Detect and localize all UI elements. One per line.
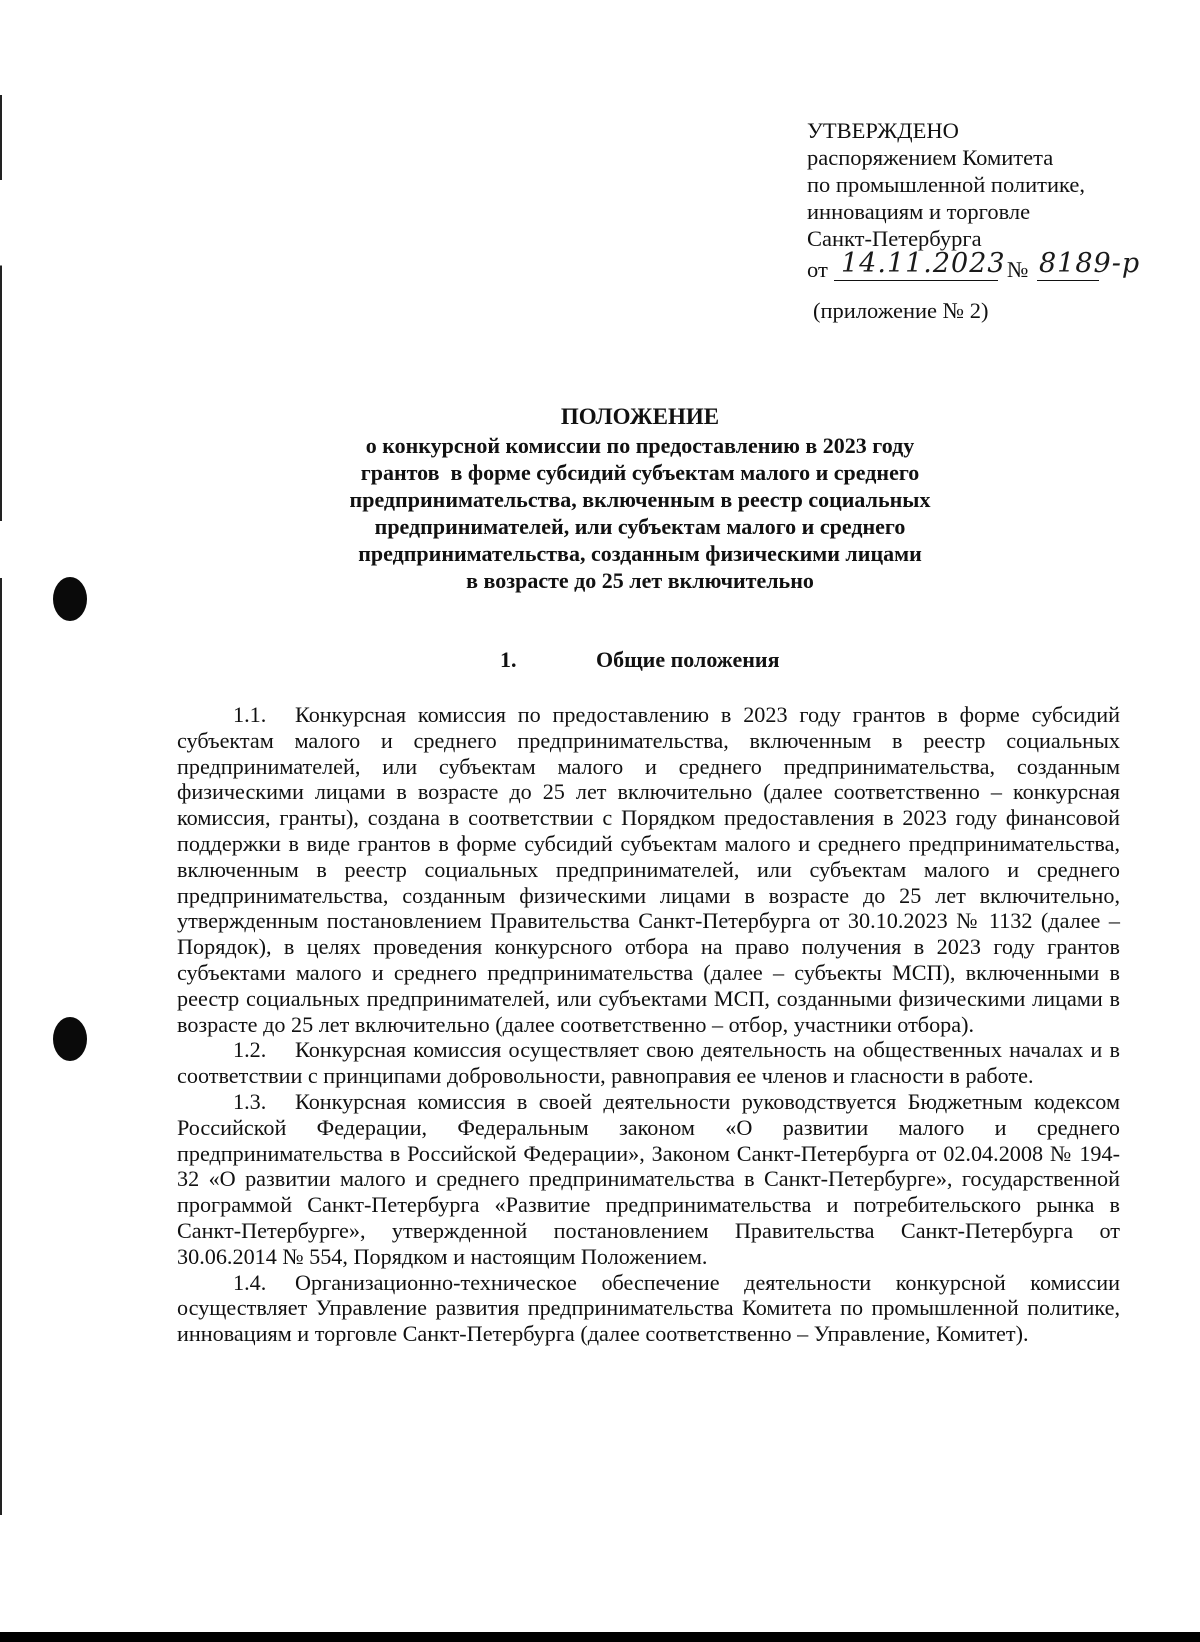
section-number: 1.: [500, 647, 517, 672]
paragraph: [177, 702, 1120, 1037]
from-label: от: [807, 257, 828, 282]
paragraph-text: Конкурсная комиссия по предоставлению в 2023 году грантов в форме субсидий субъектам малого и среднего предпринимательства, включенным в реестр социальных предпринимателей, или субъектам малого и среднего предпринимательства, созданным физическими лицами в возрасте до 25 лет включительно (далее соответственно – конкурсная комиссия, гранты), создана в соответствии с Порядком предоставления в 2023 году финансовой поддержки в виде грантов в форме субсидий субъектам малого и среднего предпринимательства, включенным в реестр социальных предпринимателей, или субъектам малого и среднего предпринимательства, созданным физическими лицами в возрасте до 25 лет включительно, утвержденным постановлением Правительства Санкт-Петербурга от 30.10.2023 № 1132 (далее – Порядок), в целях проведения конкурсного отбора на право получения в 2023 году грантов субъектами малого и среднего предпринимательства (далее – субъекты МСП), включенными в реестр социальных предпринимателей, или субъектами МСП, созданными физическими лицами в возрасте до 25 лет включительно (далее соответственно – отбор, участники отбора).: [177, 702, 1120, 1037]
title-line: предпринимательства, включенным в реестр социальных: [349, 487, 931, 512]
title-line: о конкурсной комиссии по предоставлению в 2023 году: [365, 433, 915, 458]
paragraph: [177, 1037, 1120, 1089]
paragraph-number: 1.2.: [233, 1037, 267, 1063]
handwritten-date: 14.11.2023: [841, 248, 1006, 279]
title-heading: ПОЛОЖЕНИЕ: [560, 404, 720, 429]
approval-block: [807, 117, 1187, 282]
title-line: предпринимательства, созданным физическими лицами: [358, 541, 922, 566]
document-title: [290, 403, 990, 594]
approval-line: УТВЕРЖДЕНО: [807, 118, 959, 143]
document-body: [177, 702, 1120, 1347]
number-label: №: [1007, 257, 1029, 282]
approval-line: по промышленной политике,: [807, 172, 1086, 197]
paragraph: [177, 1270, 1120, 1347]
date-number-line: [807, 248, 1187, 282]
approval-line: Санкт-Петербурга: [807, 226, 982, 251]
paragraph-number: 1.1.: [233, 702, 267, 727]
attachment-note: (приложение № 2): [813, 298, 989, 323]
paragraph-number: 1.3.: [233, 1088, 267, 1114]
scan-edge: [0, 95, 2, 1515]
approval-line: инновациям и торговле: [807, 199, 1031, 224]
title-line: предпринимателей, или субъектам малого и среднего: [374, 514, 906, 539]
number-underline: [1037, 280, 1099, 281]
scan-bottom-edge: [0, 1632, 1200, 1642]
handwritten-number: 8189-р: [1039, 248, 1141, 279]
paragraph-number: 1.4.: [233, 1269, 267, 1295]
paragraph: [177, 1089, 1120, 1270]
title-line: в возрасте до 25 лет включительно: [466, 568, 814, 593]
punch-hole: [53, 577, 87, 621]
paragraph-text: Конкурсная комиссия осуществляет свою деятельность на общественных началах и в соответствии с принципами добровольности, равноправия ее членов и гласности в работе.: [177, 1037, 1120, 1089]
paragraph-text: Организационно-техническое обеспечение деятельности конкурсной комиссии осуществляет Управление развития предпринимательства Комитета по промышленной политике, инновациям и торговле Санкт-Петербурга (далее соответственно – Управление, Комитет).: [177, 1269, 1120, 1347]
paragraph-text: Конкурсная комиссия в своей деятельности руководствуется Бюджетным кодексом Российской Федерации, Федеральным законом «О развитии малого и среднего предпринимательства в Российской Федерации», Законом Санкт-Петербурга от 02.04.2008 № 194-32 «О развитии малого и среднего предпринимательства в Санкт-Петербурге», государственной программой Санкт-Петербурга «Развитие предпринимательства и потребительского рынка в Санкт-Петербурге», утвержденной постановлением Правительства Санкт-Петербурга от 30.06.2014 № 554, Порядком и настоящим Положением.: [177, 1088, 1120, 1269]
title-line: грантов в форме субсидий субъектам малого и среднего: [360, 460, 920, 485]
approval-line: распоряжением Комитета: [807, 145, 1054, 170]
punch-hole: [53, 1017, 87, 1061]
section-title: Общие положения: [596, 647, 780, 672]
date-underline: [834, 280, 998, 281]
